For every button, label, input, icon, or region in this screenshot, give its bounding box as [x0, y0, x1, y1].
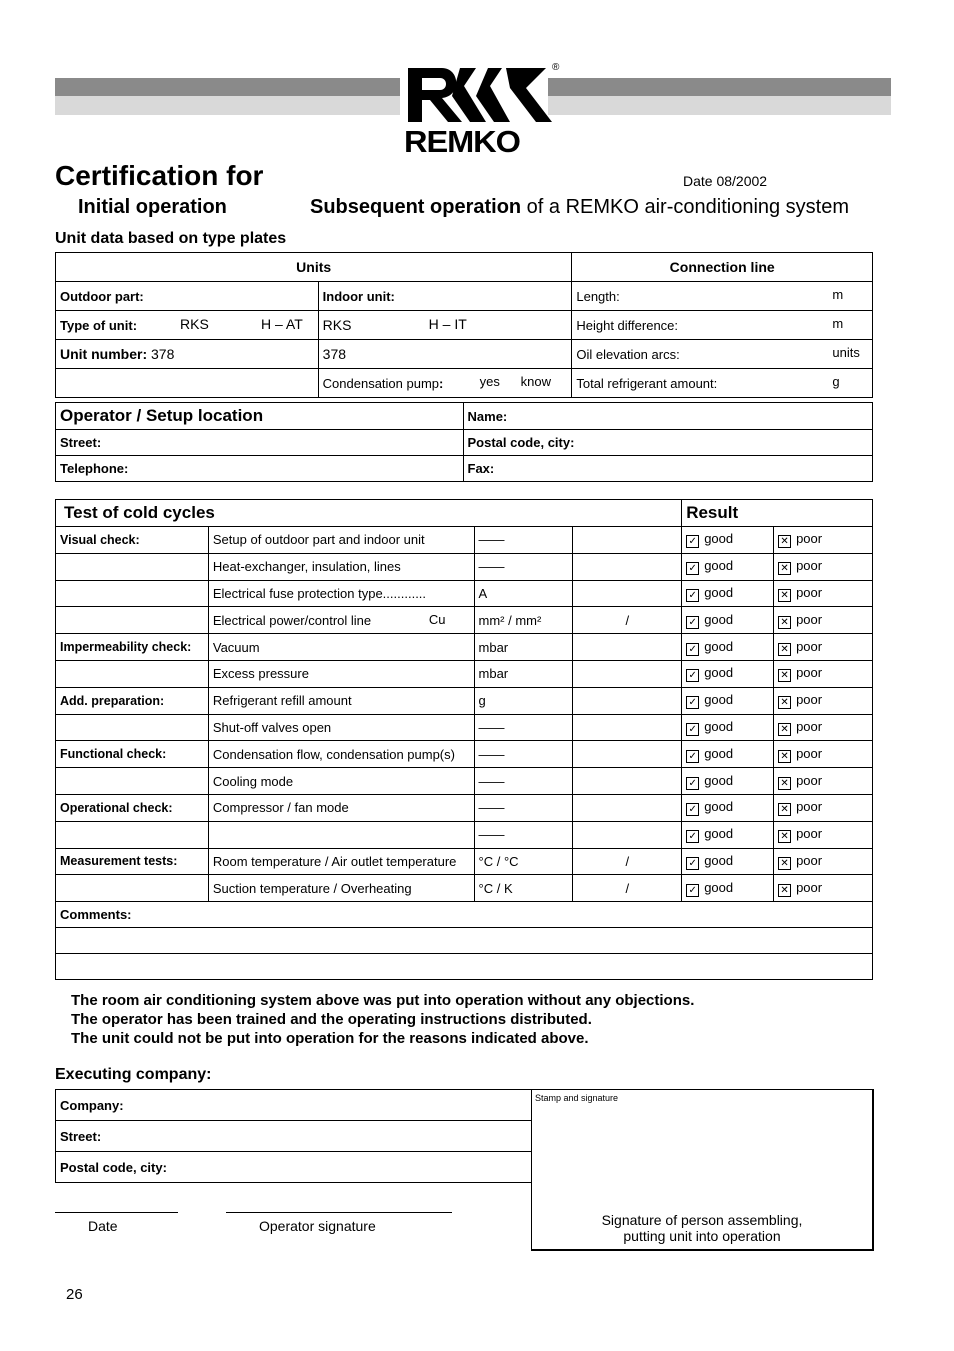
- test-item: Electrical fuse protection type............: [208, 580, 474, 607]
- cross-icon[interactable]: ✕: [778, 777, 791, 790]
- test-item: Electrical power/control line Cu: [208, 607, 474, 634]
- result-poor[interactable]: ✕ poor: [774, 875, 873, 902]
- result-good[interactable]: ✓ good: [682, 607, 774, 634]
- executing-company-heading: Executing company:: [55, 1066, 212, 1083]
- check-icon[interactable]: ✓: [686, 643, 699, 656]
- result-good[interactable]: ✓ good: [682, 821, 774, 848]
- page-number: 26: [66, 1286, 83, 1303]
- result-poor[interactable]: ✕ poor: [774, 821, 873, 848]
- type-outdoor-cell: [56, 311, 319, 340]
- operator-postal-label: Postal code, city:: [463, 430, 872, 456]
- check-icon[interactable]: ✓: [686, 696, 699, 709]
- cross-icon[interactable]: ✕: [778, 857, 791, 870]
- test-item-extra: Cu: [428, 612, 446, 628]
- date-signature-label: Date: [88, 1218, 118, 1234]
- result-poor[interactable]: ✕ poor: [774, 607, 873, 634]
- cross-icon[interactable]: ✕: [778, 562, 791, 575]
- unit-number-outdoor: 378: [147, 346, 175, 362]
- check-icon[interactable]: ✓: [686, 723, 699, 736]
- assembler-signature-line-2: putting unit into operation: [623, 1228, 781, 1244]
- test-item: Refrigerant refill amount: [208, 687, 474, 714]
- statement-2: The operator has been trained and the operating instructions distributed.: [71, 1011, 592, 1028]
- operator-name-label: Name:: [463, 403, 872, 430]
- type-of-unit-label: Type of unit:: [60, 318, 138, 333]
- test-unit: A: [474, 580, 573, 607]
- comments-label: Comments:: [56, 902, 873, 928]
- empty-cell: [56, 369, 319, 398]
- type-indoor-cell: [318, 311, 572, 340]
- length-unit: m: [832, 287, 844, 302]
- test-item: Excess pressure: [208, 660, 474, 687]
- operator-street-label: Street:: [56, 430, 464, 456]
- cross-icon[interactable]: ✕: [778, 884, 791, 897]
- test-unit: ——: [474, 821, 573, 848]
- logo-registered-mark: ®: [552, 62, 560, 73]
- result-good[interactable]: ✓ good: [682, 553, 774, 580]
- result-poor[interactable]: ✕ poor: [774, 527, 873, 554]
- initial-operation-label: Initial operation: [78, 196, 227, 218]
- cross-icon[interactable]: ✕: [778, 750, 791, 763]
- result-poor[interactable]: ✕ poor: [774, 660, 873, 687]
- test-value[interactable]: [573, 634, 682, 661]
- test-category: [56, 580, 209, 607]
- document-date: Date 08/2002: [683, 173, 768, 189]
- result-poor[interactable]: ✕ poor: [774, 714, 873, 741]
- result-good[interactable]: ✓ good: [682, 580, 774, 607]
- check-icon[interactable]: ✓: [686, 616, 699, 629]
- operator-signature-label: Operator signature: [259, 1218, 376, 1234]
- check-icon[interactable]: ✓: [686, 589, 699, 602]
- test-item: Heat-exchanger, insulation, lines: [208, 553, 474, 580]
- test-row: [56, 794, 873, 821]
- condensation-pump-yes: yes: [479, 374, 500, 389]
- subsequent-operation-rest: of a REMKO air-conditioning system: [521, 196, 850, 218]
- header-band-light-right: [548, 96, 891, 115]
- test-unit: ——: [474, 553, 573, 580]
- test-item: Shut-off valves open: [208, 714, 474, 741]
- test-row: [56, 607, 873, 634]
- test-item: Compressor / fan mode: [208, 794, 474, 821]
- test-row: [56, 527, 873, 554]
- test-category: Add. preparation:: [56, 687, 209, 714]
- cross-icon[interactable]: ✕: [778, 669, 791, 682]
- test-unit: ——: [474, 768, 573, 795]
- check-icon[interactable]: ✓: [686, 830, 699, 843]
- units-header: Units: [56, 253, 572, 282]
- test-category: [56, 875, 209, 902]
- header-band-dark-left: [55, 78, 400, 96]
- test-category: [56, 553, 209, 580]
- unit-number-outdoor-cell: [56, 340, 319, 369]
- result-good[interactable]: ✓ good: [682, 875, 774, 902]
- test-row: [56, 634, 873, 661]
- cross-icon[interactable]: ✕: [778, 830, 791, 843]
- check-icon[interactable]: ✓: [686, 884, 699, 897]
- operator-signature-line: [226, 1212, 452, 1213]
- test-heading: Test of cold cycles: [56, 500, 682, 527]
- test-row: [56, 768, 873, 795]
- result-good[interactable]: ✓ good: [682, 768, 774, 795]
- page-title: Certification for: [55, 160, 264, 191]
- result-heading: Result: [682, 500, 873, 527]
- oil-unit: units: [832, 345, 860, 360]
- test-row: [56, 821, 873, 848]
- test-item: [208, 821, 474, 848]
- stamp-signature-box[interactable]: [531, 1089, 874, 1251]
- test-unit: °C / °C: [474, 848, 573, 875]
- test-category: Measurement tests:: [56, 848, 209, 875]
- test-category: Operational check:: [56, 794, 209, 821]
- test-category: [56, 768, 209, 795]
- result-poor[interactable]: ✕ poor: [774, 634, 873, 661]
- operator-telephone-label: Telephone:: [56, 456, 464, 482]
- test-category: Functional check:: [56, 741, 209, 768]
- outdoor-part-label: Outdoor part:: [56, 282, 319, 311]
- test-item: Cooling mode: [208, 768, 474, 795]
- test-row: [56, 741, 873, 768]
- cross-icon[interactable]: ✕: [778, 803, 791, 816]
- test-item: Condensation flow, condensation pump(s): [208, 741, 474, 768]
- check-icon[interactable]: ✓: [686, 669, 699, 682]
- operator-fax-label: Fax:: [463, 456, 872, 482]
- test-value[interactable]: [573, 527, 682, 554]
- statement-3: The unit could not be put into operation for the reasons indicated above.: [71, 1030, 589, 1047]
- test-value[interactable]: /: [573, 848, 682, 875]
- result-good[interactable]: ✓ good: [682, 794, 774, 821]
- test-unit: ——: [474, 741, 573, 768]
- test-unit: °C / K: [474, 875, 573, 902]
- test-item: Setup of outdoor part and indoor unit: [208, 527, 474, 554]
- result-good[interactable]: ✓ good: [682, 848, 774, 875]
- test-item: Vacuum: [208, 634, 474, 661]
- result-good[interactable]: ✓ good: [682, 687, 774, 714]
- result-good[interactable]: ✓ good: [682, 741, 774, 768]
- condensation-pump-colon: :: [439, 375, 444, 391]
- comments-line-1[interactable]: [56, 928, 873, 954]
- total-refrigerant-label: Total refrigerant amount:: [576, 375, 718, 391]
- check-icon[interactable]: ✓: [686, 750, 699, 763]
- type-indoor-model: RKS: [322, 317, 352, 333]
- test-category: Impermeability check:: [56, 634, 209, 661]
- remko-logo: [402, 62, 562, 158]
- check-icon[interactable]: ✓: [686, 857, 699, 870]
- test-row: [56, 580, 873, 607]
- test-unit: ——: [474, 714, 573, 741]
- test-row: [56, 687, 873, 714]
- result-poor[interactable]: ✕ poor: [774, 687, 873, 714]
- result-poor[interactable]: ✕ poor: [774, 553, 873, 580]
- result-poor[interactable]: ✕ poor: [774, 768, 873, 795]
- result-good[interactable]: ✓ good: [682, 634, 774, 661]
- header-band-dark-right: [548, 78, 891, 96]
- cross-icon[interactable]: ✕: [778, 723, 791, 736]
- height-difference-label: Height difference:: [576, 317, 679, 333]
- condensation-pump-label: Condensation pump: [322, 375, 440, 391]
- subsequent-operation-line: [310, 196, 849, 219]
- test-unit: mm² / mm²: [474, 607, 573, 634]
- test-value[interactable]: [573, 580, 682, 607]
- logo-brand: REMKO: [404, 124, 520, 159]
- indoor-unit-label: Indoor unit:: [318, 282, 572, 311]
- test-category: [56, 821, 209, 848]
- test-value[interactable]: [573, 741, 682, 768]
- height-unit: m: [832, 316, 844, 331]
- cross-icon[interactable]: ✕: [778, 616, 791, 629]
- assembler-signature-line-1: Signature of person assembling,: [601, 1212, 803, 1228]
- result-good[interactable]: ✓ good: [682, 660, 774, 687]
- oil-elevation-label: Oil elevation arcs:: [576, 346, 680, 362]
- test-value[interactable]: [573, 687, 682, 714]
- type-outdoor-suffix: H – AT: [261, 316, 303, 332]
- test-category: [56, 714, 209, 741]
- condensation-pump-cell: [318, 369, 572, 398]
- unit-data-heading: Unit data based on type plates: [55, 230, 287, 247]
- unit-number-label: Unit number:: [60, 346, 148, 362]
- test-unit: ——: [474, 794, 573, 821]
- type-indoor-suffix: H – IT: [428, 316, 467, 332]
- check-icon[interactable]: ✓: [686, 803, 699, 816]
- refrigerant-cell: [572, 369, 873, 398]
- cross-icon[interactable]: ✕: [778, 696, 791, 709]
- height-cell: [572, 311, 873, 340]
- operator-table: [55, 402, 873, 482]
- test-row: [56, 714, 873, 741]
- operator-heading: Operator / Setup location: [56, 403, 464, 430]
- test-value[interactable]: [573, 821, 682, 848]
- result-poor[interactable]: ✕ poor: [774, 741, 873, 768]
- result-good[interactable]: ✓ good: [682, 714, 774, 741]
- check-icon[interactable]: ✓: [686, 562, 699, 575]
- test-unit: mbar: [474, 660, 573, 687]
- statement-1: The room air conditioning system above was put into operation without any objections.: [71, 992, 695, 1009]
- test-row: [56, 660, 873, 687]
- check-icon[interactable]: ✓: [686, 777, 699, 790]
- test-unit: mbar: [474, 634, 573, 661]
- length-label: Length:: [576, 288, 620, 304]
- date-signature-line: [55, 1212, 178, 1213]
- unit-number-indoor: 378: [318, 340, 572, 369]
- company-label: Company:: [56, 1090, 532, 1121]
- test-value[interactable]: [573, 660, 682, 687]
- test-unit: ——: [474, 527, 573, 554]
- test-value[interactable]: /: [573, 607, 682, 634]
- test-cold-cycles-table: [55, 499, 873, 980]
- test-category: [56, 607, 209, 634]
- cross-icon[interactable]: ✕: [778, 535, 791, 548]
- cross-icon[interactable]: ✕: [778, 589, 791, 602]
- test-value[interactable]: [573, 714, 682, 741]
- connection-line-header: Connection line: [572, 253, 873, 282]
- company-street-label: Street:: [56, 1121, 532, 1152]
- test-value[interactable]: /: [573, 875, 682, 902]
- condensation-pump-know: know: [520, 374, 552, 389]
- length-cell: [572, 282, 873, 311]
- company-table: [55, 1089, 532, 1183]
- test-value[interactable]: [573, 768, 682, 795]
- header-band-light-left: [55, 96, 400, 115]
- test-category: Visual check:: [56, 527, 209, 554]
- refrigerant-unit: g: [832, 374, 840, 389]
- test-value[interactable]: [573, 553, 682, 580]
- result-good[interactable]: ✓ good: [682, 527, 774, 554]
- stamp-signature-label: Stamp and signature: [535, 1093, 619, 1103]
- test-row: [56, 553, 873, 580]
- company-postal-label: Postal code, city:: [56, 1152, 532, 1183]
- type-outdoor-model: RKS: [180, 316, 209, 332]
- result-poor[interactable]: ✕ poor: [774, 580, 873, 607]
- test-item: Room temperature / Air outlet temperature: [208, 848, 474, 875]
- result-poor[interactable]: ✕ poor: [774, 848, 873, 875]
- test-category: [56, 660, 209, 687]
- result-poor[interactable]: ✕ poor: [774, 794, 873, 821]
- check-icon[interactable]: ✓: [686, 535, 699, 548]
- test-item: Suction temperature / Overheating: [208, 875, 474, 902]
- unit-data-table: [55, 252, 873, 398]
- test-row: [56, 875, 873, 902]
- cross-icon[interactable]: ✕: [778, 643, 791, 656]
- test-value[interactable]: [573, 794, 682, 821]
- test-unit: g: [474, 687, 573, 714]
- test-row: [56, 848, 873, 875]
- comments-line-2[interactable]: [56, 954, 873, 980]
- oil-cell: [572, 340, 873, 369]
- subsequent-operation-label: Subsequent operation: [310, 196, 522, 218]
